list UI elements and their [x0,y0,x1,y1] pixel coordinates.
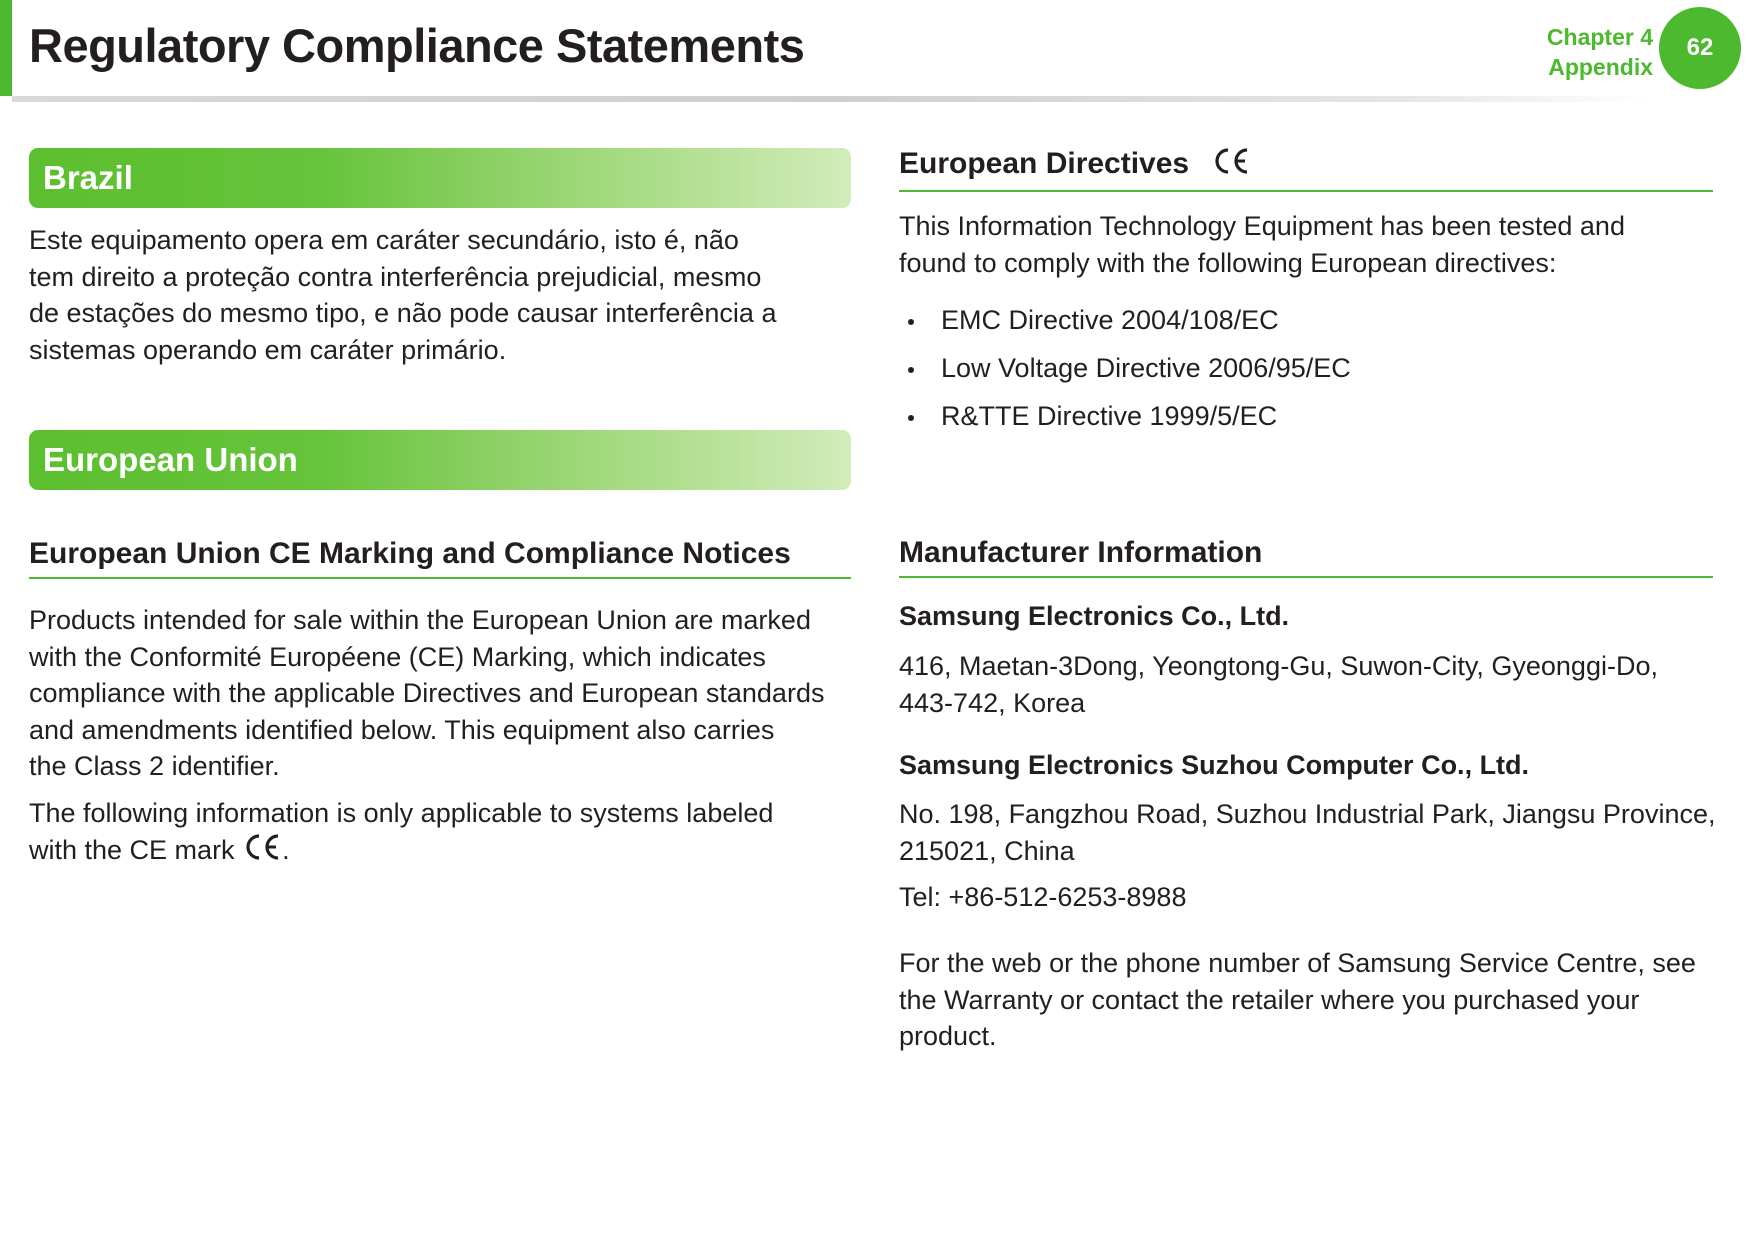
company1-name: Samsung Electronics Co., Ltd. [899,601,1290,631]
company2-telephone [899,879,1719,916]
list-item [899,401,1699,449]
european-union-banner: European Union [29,430,851,490]
bullet-icon [908,367,914,373]
address-line: No. 198, Fangzhou Road, Suzhou Industrial Park, Jiangsu Province, [899,799,1716,829]
brazil-line: tem direito a proteção contra interferência prejudicial, mesmo [29,261,762,292]
eu-applicability-text: with the CE mark [29,834,235,865]
directive-item: EMC Directive 2004/108/EC [941,305,1279,335]
brazil-line: Este equipamento opera em caráter secundário, isto é, não [29,225,739,255]
telephone-line: Tel: +86-512-6253-8988 [899,882,1187,912]
eu-ce-paragraph [29,602,859,785]
eu-applicability-paragraph [29,795,859,871]
company2-name: Samsung Electronics Suzhou Computer Co., Ltd. [899,750,1530,780]
directives-intro [899,208,1719,281]
directives-intro-line: This Information Technology Equipment has been tested and [899,211,1625,241]
european-directives-heading [899,146,1713,192]
list-item [899,305,1699,353]
directives-intro-line: found to comply with the following European directives: [899,247,1557,278]
note-line: For the web or the phone number of Samsung Service Centre, see [899,948,1696,978]
european-directives-title: European Directives [899,146,1190,180]
ce-mark-icon [1211,146,1251,184]
directive-item: R&TTE Directive 1999/5/EC [941,401,1278,431]
directives-list [899,305,1699,449]
brazil-line: sistemas operando em caráter primário. [29,334,507,365]
eu-line: the Class 2 identifier. [29,751,280,781]
address-line: 443-742, Korea [899,687,1086,718]
page-title: Regulatory Compliance Statements [29,19,805,72]
company1-address [899,648,1719,721]
eu-line: compliance with the applicable Directives and European standards [29,678,825,708]
address-line: 416, Maetan-3Dong, Yeongtong-Gu, Suwon-City, Gyeonggi-Do, [899,651,1658,681]
eu-line: with the Conformité Européene (CE) Marking, which indicates [29,641,766,672]
brazil-line: de estações do mesmo tipo, e não pode causar interferência a [29,298,777,328]
bullet-icon [908,415,914,421]
chapter-section: Appendix [1548,54,1653,80]
note-line: the Warranty or contact the retailer where you purchased your [899,984,1640,1015]
eu-applicability-period: . [282,834,290,865]
note-line: product. [899,1021,997,1051]
manufacturer-heading: Manufacturer Information [899,536,1713,578]
page-number-badge: 62 [1659,7,1741,89]
service-centre-note [899,945,1729,1055]
brazil-paragraph [29,222,849,368]
directive-item: Low Voltage Directive 2006/95/EC [941,353,1351,383]
list-item [899,353,1699,401]
eu-ce-marking-heading: European Union CE Marking and Compliance Notices [29,537,851,579]
chapter-label [1547,22,1653,82]
brazil-banner: Brazil [29,148,851,208]
eu-line: and amendments identified below. This equipment also carries [29,714,775,745]
eu-line: Products intended for sale within the European Union are marked [29,605,811,635]
ce-mark-icon [242,832,282,872]
address-line: 215021, China [899,835,1075,866]
eu-applicability-line: The following information is only applicable to systems labeled [29,798,774,828]
header-accent-bar [0,0,12,96]
header-divider [12,96,1652,102]
bullet-icon [908,319,914,325]
eu-applicability-line-2 [29,832,859,872]
chapter-number: Chapter 4 [1546,24,1653,50]
company2-address [899,796,1729,869]
